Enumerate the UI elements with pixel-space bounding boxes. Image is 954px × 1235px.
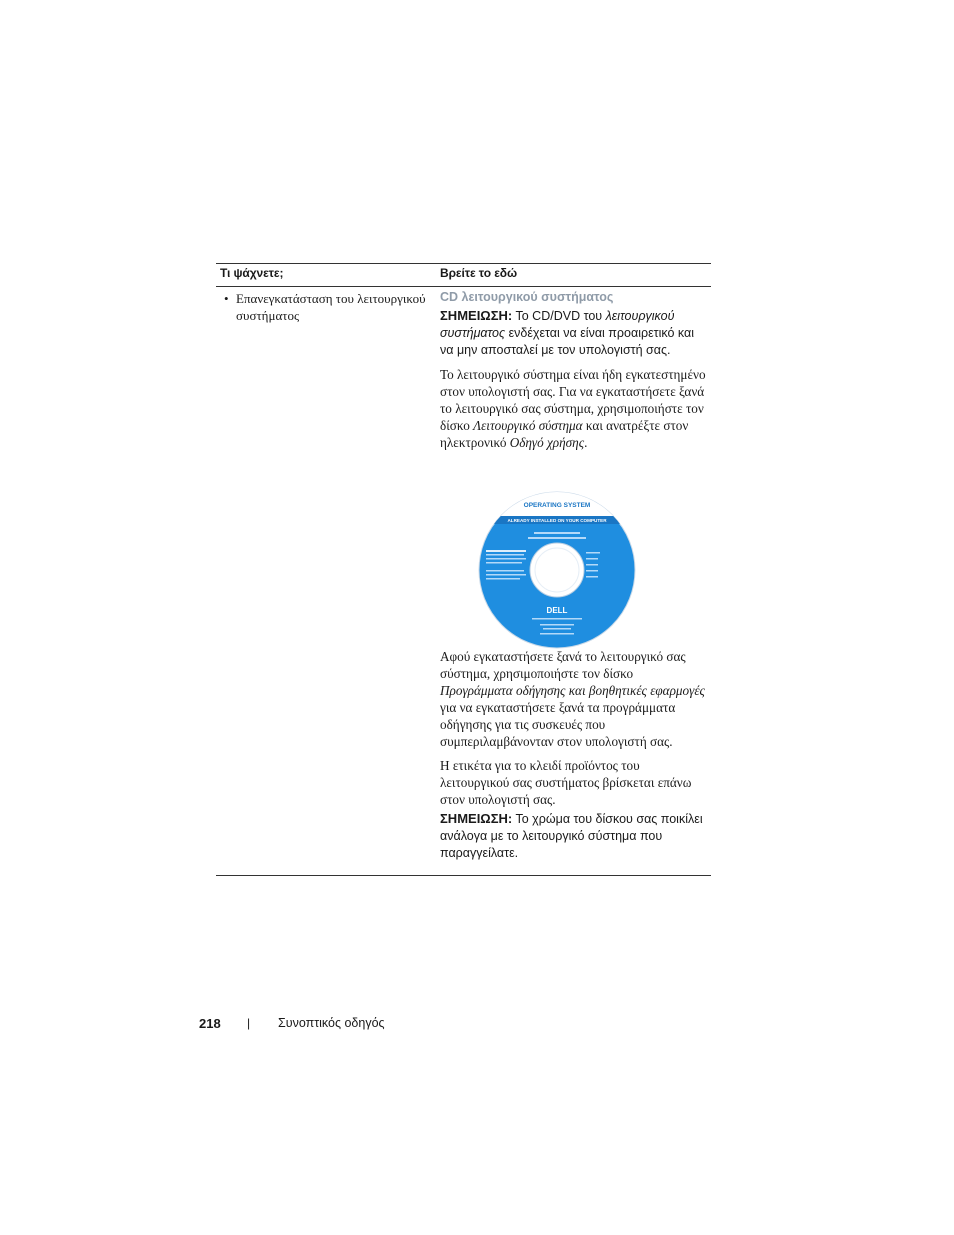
right-column — [440, 290, 708, 862]
para-2-text-b: για να εγκαταστήσετε ξανά τα προγράμματα οδήγησης για τις συσκευές που συμπεριλαμβάνονταν στον υπολογιστή σας. — [440, 700, 676, 749]
table-top-rule — [216, 263, 711, 264]
cd-title: CD λειτουργικού συστήματος — [440, 290, 614, 304]
dell-logo-icon: DELL — [546, 606, 568, 615]
note-1-text-b: ενδέχεται να είναι προαιρετικό και να μην αποσταλεί με τον υπολογιστή σας. — [440, 326, 695, 357]
note-1-italic: λειτουργικού συστήματος — [440, 309, 675, 340]
footer-title: Συνοπτικός οδηγός — [278, 1016, 385, 1030]
cd-line-1: OPERATING SYSTEM — [523, 502, 591, 509]
note-2-text: Το χρώμα του δίσκου σας ποικίλει ανάλογα με το λειτουργικό σύστημα που παραγγείλατε. — [440, 812, 703, 860]
cd-disc-image — [476, 490, 638, 650]
para-1-text-a: Το λειτουργικό σύστημα είναι ήδη εγκατεστημένο στον υπολογιστή σας. Για να εγκαταστήσετε ξανά το λειτουργικό σας σύστημα, χρησιμοποιήστε τον δίσκο — [440, 367, 706, 433]
page-number: 218 — [199, 1016, 221, 1031]
para-2-text-a: Αφού εγκαταστήσετε ξανά το λειτουργικό σας σύστημα, χρησιμοποιήστε τον δίσκο — [440, 649, 686, 681]
footer-separator: | — [247, 1016, 251, 1030]
header-what-looking-for: Τι ψάχνετε; — [220, 266, 284, 280]
paragraph-1 — [440, 366, 708, 451]
note-2-label: ΣΗΜΕΙΩΣΗ: — [440, 811, 513, 826]
note-2 — [440, 810, 708, 862]
table-bottom-rule — [216, 875, 711, 876]
para-1-text-b: και ανατρέξτε στον ηλεκτρονικό — [440, 418, 689, 450]
para-1-text-c: . — [584, 435, 588, 450]
cd-line-2: ALREADY INSTALLED ON YOUR COMPUTER — [507, 518, 607, 523]
paragraph-3: Η ετικέτα για το κλειδί προϊόντος του λειτουργικού σας συστήματος βρίσκεται επάνω στον υπολογιστή σας. — [440, 758, 692, 807]
para-1-italic-1: Λειτουργικό σύστημα — [473, 418, 583, 433]
note-1-text-a: Το CD/DVD του — [515, 309, 603, 323]
bullet-icon: • — [224, 291, 229, 306]
reinstall-os-text: Επανεγκατάσταση του λειτουργικού συστήματος — [236, 291, 426, 323]
note-1-label: ΣΗΜΕΙΩΣΗ: — [440, 308, 513, 323]
paragraph-2 — [440, 648, 708, 750]
header-find-it-here: Βρείτε το εδώ — [440, 266, 517, 280]
table-header-rule — [216, 286, 711, 287]
para-1-italic-2: Οδηγό χρήσης — [509, 435, 585, 450]
note-1 — [440, 307, 708, 359]
para-2-italic: Προγράμματα οδήγησης και βοηθητικές εφαρμογές — [440, 683, 705, 698]
